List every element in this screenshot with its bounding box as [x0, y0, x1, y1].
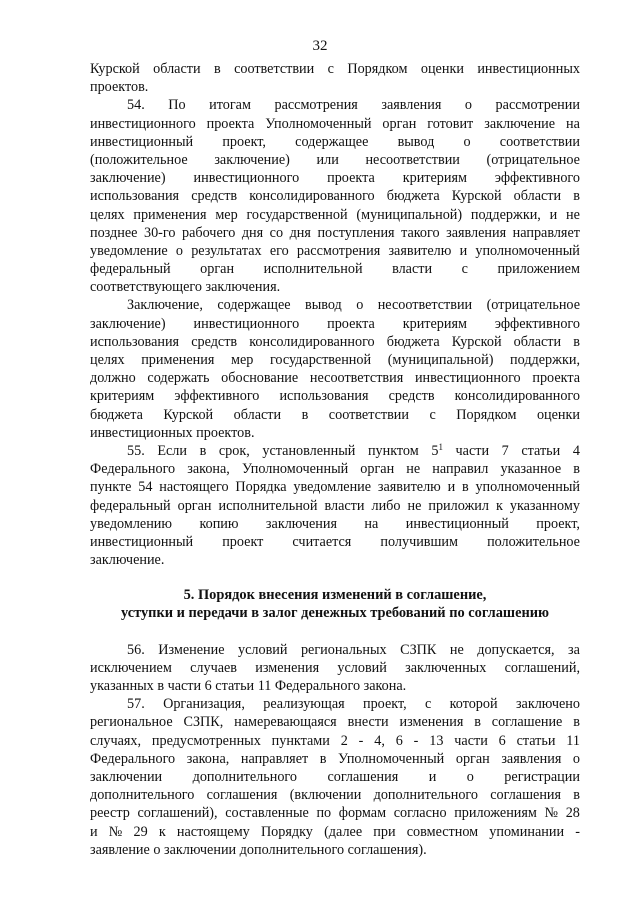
text-line: проектов. [90, 79, 149, 96]
text-line: 56. Изменение условий региональных СЗПК не допускается, за [127, 641, 580, 658]
text-line: заявление о заключении дополнительного соглашения). [90, 841, 427, 858]
section-heading-line-2: уступки и передачи в залог денежных требований по соглашению [120, 605, 550, 622]
text-line: Заключение, содержащее вывод о несоответствии (отрицательное [127, 297, 580, 314]
text-line: региональное СЗПК, намеревающаяся внести изменения в соглашение в [90, 714, 580, 731]
text-line: целях применения мер государственной (муниципальной) поддержки, и не [90, 206, 580, 223]
document-body [90, 60, 580, 859]
text-line: уведомление о результатах его рассмотрения заявителю и уполномоченный [90, 242, 580, 259]
text-line: дополнительного соглашения (включении дополнительного соглашения в [90, 787, 580, 804]
section-heading-line-1: 5. Порядок внесения изменений в соглашение, [183, 587, 487, 604]
text-line: инвестиционного проекта Уполномоченный орган готовит заключение на [90, 115, 580, 132]
text-line: заключение. [90, 552, 165, 569]
paragraphs-before-heading [90, 60, 580, 569]
paragraph-p57 [90, 695, 580, 859]
text-line: федеральный орган исполнительной власти либо не приложил к указанному [90, 497, 580, 514]
text-line: заключение) инвестиционного проекта критериям эффективного [90, 170, 580, 187]
text-line: заключение) инвестиционного проекта критериям эффективного [90, 315, 580, 332]
text-line: позднее 30-го рабочего дня со дня поступления такого заявления направляет [90, 224, 580, 241]
text-line: заключении дополнительного соглашения и о регистрации [90, 768, 580, 785]
text-line: Федерального закона, направляет в Уполномоченный орган заявления о [90, 750, 580, 767]
paragraph-p56 [90, 641, 580, 696]
text-line: 57. Организация, реализующая проект, с которой заключено [127, 696, 580, 713]
text-line: Курской области в соответствии с Порядком оценки инвестиционных [90, 61, 580, 77]
text-line: федеральный орган исполнительной власти с приложением [90, 261, 580, 278]
text-line: уведомлению копию заключения на инвестиционный проект, [90, 515, 580, 532]
page-number: 32 [312, 38, 328, 54]
text-line: случаях, предусмотренных пунктами 2 - 4, 6 - 13 части 6 статьи 11 [90, 732, 580, 749]
paragraph-p-cont [90, 60, 580, 96]
text-line: соответствующего заключения. [90, 279, 281, 296]
text-line: использования средств консолидированного бюджета Курской области в [90, 188, 580, 205]
text-line: должно содержать обоснование несоответствия инвестиционного проекта [90, 370, 580, 387]
text-line: критериям эффективного использования средств консолидированного [90, 388, 580, 405]
text-line: (положительное заключение) или несоответствии (отрицательное [90, 151, 580, 168]
text-line: указанных в части 6 статьи 11 Федерального закона. [90, 678, 407, 694]
text-line: Федерального закона, Уполномоченный орган не направил указанное в [90, 461, 580, 478]
text-line: 55. Если в срок, установленный пунктом $5^1$ части 7 статьи 4 [127, 441, 580, 459]
text-line: инвестиционный проект, содержащее вывод о соответствии [90, 133, 580, 150]
section-heading [90, 586, 580, 622]
text-line: бюджета Курской области в соответствии с Порядком оценки [90, 406, 580, 423]
text-line: и № 29 к настоящему Порядку (далее при совместном упоминании - [90, 823, 580, 840]
text-line: целях применения мер государственной (муниципальной) поддержки, [90, 352, 580, 368]
text-line: использования средств консолидированного бюджета Курской области в [90, 333, 580, 350]
paragraph-p54 [90, 96, 580, 296]
text-line: пункте 54 настоящего Порядка уведомление заявителю и в уполномоченный [90, 479, 580, 496]
paragraphs-after-heading [90, 641, 580, 859]
text-line: инвестиционный проект считается получившим положительное [90, 533, 580, 550]
paragraph-p55 [90, 442, 580, 569]
text-line: инвестиционных проектов. [90, 424, 255, 441]
paragraph-p-zakl [90, 296, 580, 442]
text-line: реестр соглашений), составленные по формам согласно приложениям № 28 [90, 805, 580, 822]
text-line: 54. По итогам рассмотрения заявления о рассмотрении [127, 97, 580, 114]
text-line: исключением случаев изменения условий заключенных соглашений, [90, 659, 580, 676]
